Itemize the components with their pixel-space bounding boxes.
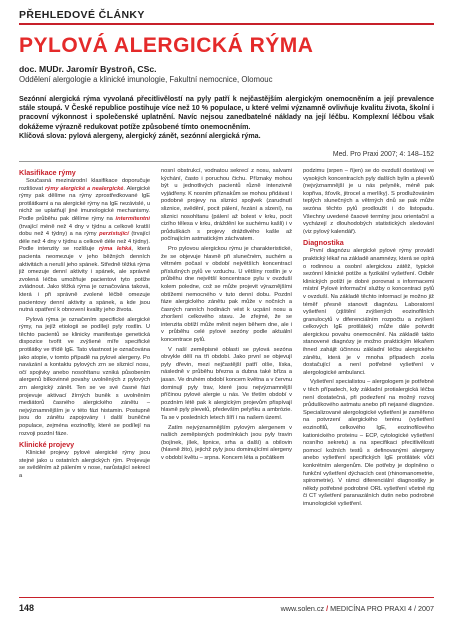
text-run: . Alergické rýmy pak dělíme na rýmy zprostředkované IgE protilátkami a na alergické rýmy na IgE nezávislé, u nichž se uplatňují jiné imunologické mechanismy. Podle průběhu pak dělíme rýmy na (19, 185, 150, 222)
page-number: 148 (19, 603, 35, 613)
body-columns (19, 168, 434, 593)
keywords: Klíčová slova: pylová alergeny, alergický zánět, sezónní alergická rýma. (19, 131, 261, 140)
text-run: , která pacienta neomezuje v jeho běžných denních aktivitách a neruší jeho spánek. Středně těžká rýma již omezuje denní aktivity i spánek, ale správně zvolená léčba umožňuje pacientovi tyto potíže zvládnout. Jako těžká rýma je označována taková, která i při správně zvolené léčbě omezuje pacientovy denní aktivity a spánek, a kde jsou nutná opatření k obnovení kvality jeho života. (19, 246, 150, 314)
section-label: PŘEHLEDOVÉ ČLÁNKY (19, 9, 145, 21)
abstract (19, 95, 434, 141)
journal-issue: 4 / 2007 (408, 604, 434, 613)
paragraph: Zatím nejvýznamnějším pylovým alergenem v našich zeměpisných podmínkách jsou pyly travin (bojínek, jílek, lipnice, srha a další) a obilovin (hlavně žito), jejichž pyly jsou dominujícími alergeny v období květu – srpna. Koncem léta a počátkem (161, 424, 292, 461)
paragraph: Pylová rýma je označením specifické alergické rýmy, na jejíž etiologii se podílejí pyly rostlin. U těchto pacientů se klinicky manifestuje genetická dispozice tvořit ve zvýšené míře specifické protilátky ve třídě IgE. Tato vlastnost je označována jako atopie, v tomto případě na pylové alergeny. Po navázání a kontaktu pylových zrn se sliznicí nosu, očí spojivky anebo nosohltanu vzniká působením alergenů bílkovinné povahy uvolněných z pylových zrn alergický zánět. Ten se ve své časné fázi projevuje aktivací žírných buněk s uvolněním mediátorů časného alergického zánětu – nejvýznamnějším je v této fázi histamin. Postupně jsou do zánětu zapojovány i další buněčné populace, zejména eozinofily, které se podílejí na rozvoji pozdní fáze. (19, 316, 150, 437)
paragraph (19, 178, 150, 315)
paragraph: nosní obstrukcí, vodnatou sekrecí z nosu, salvami kýchání, často i poruchou čichu. Příznaky mohou být u jednotlivých pacientů různě intenzivně vyjádřeny. K nosním příznakům se mohou přidávat i podobné projevy na sliznici spojivek (zarudnutí sliznice, svědění, pocit pálení, řezání a slzení), na sliznici nosohltanu (pálení až bolest v krku, pocit cizího tělesa v krku, dráždění ke suchému kašli) i v průduškách s projevy dráždivého kašle až počínajícím astmatickým záchvatem. (161, 168, 292, 243)
paragraph: Klinické projevy pylové alergické rýmy jsou stejné jako u ostatních alergických rým. Projevuje se svěděním až pálením v nose, narůstající sekrecí a (19, 450, 150, 479)
column-1 (19, 168, 150, 593)
heading-klinicke-projevy: Klinické projevy (19, 440, 75, 450)
footer-info (281, 604, 434, 613)
footer-divider (19, 597, 434, 598)
author: doc. MUDr. Jaromír Bystroň, CSc. (19, 64, 157, 74)
columns-divider (19, 161, 434, 162)
emphasis: rýma lehká (98, 246, 132, 253)
paragraph: Vyšetření specialistou – alergologem je potřebné v těch případech, kdy základní protialergická léčba není dostatečná, při podezření na možný rozvoj průduškového astmatu anebo při nejasné diagnóze. Specializované alergologické vyšetření je zaměřeno na potvrzení alergického terénu (vyšetření eozinofilů, celkového IgE, eozinofilového kationického proteinu – ECP, cytologické vyšetření nosního sekretu) a na specifikaci přecitlivělosti pomocí kožních testů s definovanými alergeny anebo vyšetření specifických IgE protilátek vůči konkrétním alergenům. Dle potřeby je doplněno o funkční vyšetření dýchacích cest (rhinomanometrie, spirometrie). V rámci diferenciální diagnostiky je někdy potřebné podrobné ORL vyšetření včetně rtg či CT vyšetření paranazálních dutin nebo podrobné imunologické vyšetření. (303, 379, 434, 507)
article-title: PYLOVÁ ALERGICKÁ RÝMA (19, 34, 314, 57)
emphasis: intermitentní (115, 215, 150, 222)
paragraph: V naší zeměpisné oblasti se pylová sezóna obvykle dělí na tři období. Jako první se objevují pyly dřevin, mezi nejčastější patří olše, líska, následně v průběhu března a dubna také bříza a jasan. Ve druhém období koncem května a v červnu dominují pyly trav, které jsou nejvýznamnější příčinou pylové alergie u nás. Ve třetím období v pozdním létě pak k alergickým projevům přispívají hlavně pyly plevelů, především pelyňku a ambrózie. Ta se v posledních letech šíří i na našem území. (161, 346, 292, 421)
emphasis: perzistující (99, 231, 129, 238)
heading-diagnostika: Diagnostika (303, 238, 344, 248)
paragraph: podzimu (srpen – říjen) se do ovzduší dostávají ve vysokých koncentracích pyly dalších bylin a plevelů (nejvýznamnější je u nás pelyněk, méně pak kopřiva, šťovík, jitrocel a merlíky). S prodlužováním teplých slunečných a větrných dnů se pak může sezóna těchto pylů prodloužit i do listopadu. Všechny uvedené časové termíny jsou orientační a vycházejí z dlouhodobých statistických sledování (viz pylový kalendář). (303, 168, 434, 235)
footer-separator: / (326, 604, 329, 613)
heading-klasifikace: Klasifikace rýmy (19, 168, 76, 177)
journal-name: MEDICÍNA PRO PRAXI (330, 604, 407, 613)
journal-url[interactable]: www.solen.cz (280, 604, 325, 613)
citation: Med. Pro Praxi 2007; 4: 148–152 (332, 151, 434, 158)
column-3 (303, 168, 434, 593)
affiliation: Oddělení alergologie a klinické imunologie, Fakultní nemocnice, Olomouc (19, 75, 273, 84)
text-run: (trvající méně než 4 dny v týdnu a celkově kratší dobu než 4 týdny) a na rýmy (19, 223, 150, 238)
emphasis: rýmy alergické a nealergické (44, 185, 124, 192)
paragraph: První diagnózu alergické pylové rýmy provádí praktický lékař na základě anamnézy, která se opírá o rodinnou a osobní alergickou zátěž, typické sezónní klinické potíže a fyzikální vyšetření. Odběr klinických potíží je dobré porovnat s informacemi místní Pylové informační služby o koncentraci pylů v ovzduší. Na základě těchto informací je možno již téměř přesně stanovit diagnózu. Laboratorní vyšetření (zjištění zvýšených eozinofilních granulocytů v diferenciálním rozpočtu a zvýšení celkových IgE protilátek) může dále potvrdit alergickou povahu onemocnění. Na základě takto stanovené diagnózy je možno praktickým lékařem ihned zahájit účinnou základní léčbu alergického zánětu, která je v mnoha případech zcela dostačující a není potřebné vyšetření v alergologické ambulanci. (303, 248, 434, 376)
paragraph: Pro pylovou alergickou rýmu je charakteristické, že se objevuje hlavně při slunečném, suchém a větrném počasí v období největších koncentrací příslušných pylů ve vzduchu. U většiny rostlin je v průběhu dne největší koncentrace pylu v ovzduší kolem poledne, což se může projevit výraznějšími obtížemi nemocného v tuto denní dobu. Pozdní fáze alergického zánětu pak může v nočních a časných ranních hodinách vést k ucpání nosu a zhoršení celkového stavu. Je zřejmé, že se intenzita obtíží může měnit nejen během dne, ale i v průběhu celé pylové sezóny podle aktuální koncentrace pylů. (161, 245, 292, 344)
text-run: Současná mezinárodní klasifikace doporučuje rozlišovat (19, 178, 150, 192)
abstract-text: Sezónní alergická rýma vyvolaná přecitlivělostí na pyly patří k nejčastějším alergickým onemocněním a její prevalence stále stoupá. V České republice postihuje více než 10 % populace, u které velmi významně ovlivňuje kvalitu života, školní i pracovní výkonnost i společenské uplatnění. Navíc nejsou zanedbatelné náklady na její léčbu. Komplexní léčbou však dokážeme výrazně redukovat potíže způsobené tímto onemocněním. (19, 95, 434, 131)
column-2 (161, 168, 292, 593)
section-divider (19, 23, 434, 25)
text-run: (trvající déle než 4 dny v týdnu a celkově déle než 4 týdny). Podle intenzity se rozlišuje (19, 231, 150, 253)
